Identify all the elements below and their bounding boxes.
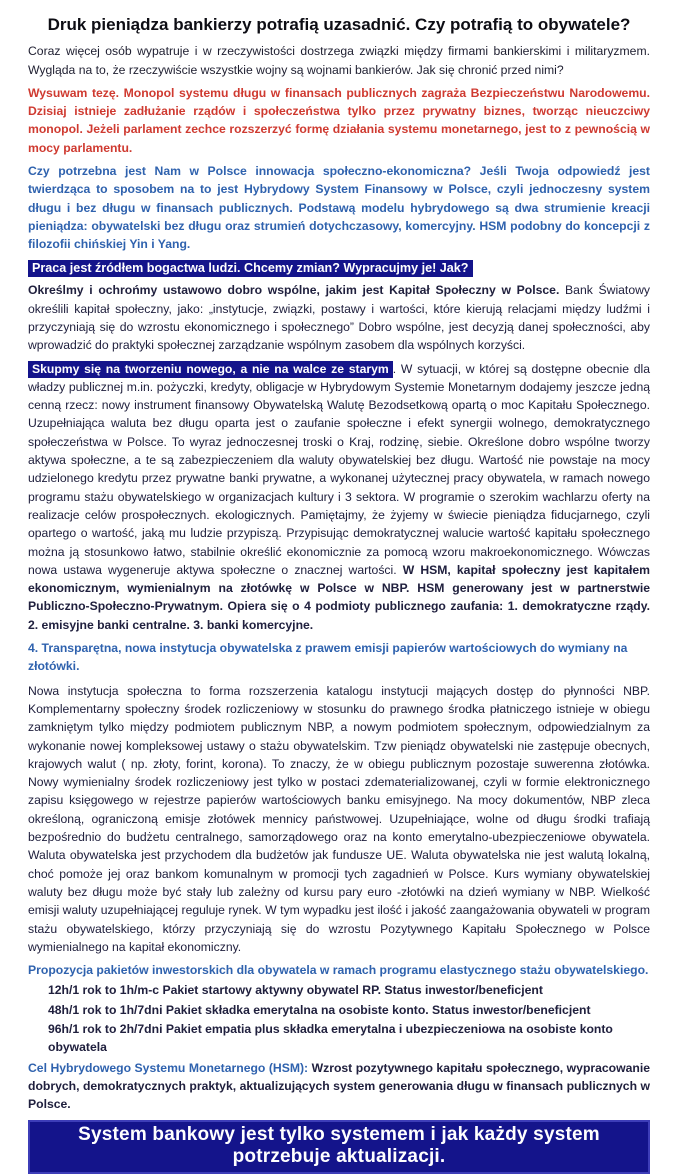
paragraph-hybrid-system xyxy=(28,162,650,253)
paragraph-goal xyxy=(28,1059,650,1114)
banner-footer: System bankowy jest tylko systemem i jak każdy system potrzebuje aktualizacji. xyxy=(28,1120,650,1174)
paragraph-intro: Coraz więcej osób wypatruje i w rzeczywistości dostrzega związki między firmami bankierskimi i militaryzmem. Wygląda na to, że rzeczywiście wszystkie wojny są wojnami bankierów. Jak się chronić przed nimi? xyxy=(28,44,650,77)
package-line: 12h/1 rok to 1h/m-c Pakiet startowy aktywny obywatel RP. Status inwestor/beneficjent xyxy=(48,983,543,998)
hybrid-text-segment: Czy potrzebna jest Nam w Polsce innowacja społeczno-ekonomiczna? Jeśli Twoja odpowiedź jest twierdząca to sposobem na to jest xyxy=(28,164,650,197)
common-good-lead: Określmy i ochrońmy ustawowo dobro wspólne, jakim jest Kapitał Społeczny w Polsce. xyxy=(28,283,560,298)
heading-packages: Propozycja pakietów inwestorskich dla obywatela w ramach programu elastycznego stażu obywatelskiego. xyxy=(28,963,649,978)
line-point-4: 4. Transparętna, nowa instytucja obywatelska z prawem emisji papierów wartościowych do wymiany na złotówki. xyxy=(28,641,628,674)
paragraph-new-institution: Nowa instytucja społeczna to forma rozszerzenia katalogu instytucji mających dostęp do płynności NBP. Komplementarny społeczny środek rozliczeniowy w stosunku do prawnego środka płatniczego istnieje w obiegu zamkniętym tylko między podmiotem publicznym NBP, a nowym podmiotem społecznym, odpowiedzialnym za wykonanie nowej kompleksowej ustawy o stażu obywatelskim. Tzw pieniądz obywatelski nie zastępuje obecnych, krajowych walut ( np. złoty, forint, korona). To znaczy, że w obiegu publicznym pozostaje suwerenna złotówka. Nowy wymienialny środek rozliczeniowy jest tylko w postaci zdematerializowanej, czyli w formie elektronicznego zapisu księgowego w rejestrze papierów wartościowych banku emisyjnego. Na mocy dokumentów, NBP zleca określoną, ograniczoną emisje złotówek mennicy państwowej. Uzupełniające, wolne od długu środki trafiają bezpośrednio do budżetu centralnego, samorządowego oraz na konto emerytalno-ubezpieczeniowe obywatela. Waluta obywatelska jest przychodem dla budżetów jak fundusze UE. Waluta obywatelska nie jest walutą lokalną, choć pomoże jej oraz bankom komunalnym w promocji tych zagadnień w Polsce. Kurs wymiany obywatelskiej waluty bez długu może być stały lub zależny od kursu pary euro -złotówki na dzień wymiany w NBP. Wielkość emisji waluty uzupełniającej reguluje rynek. W tym wypadku jest ilość i jakość zaangażowania obywateli w program stażu obywatelskiego, którzy przyczyniają się do wzrostu Pozytywnego Kapitału Społecznego w Polsce wymienialnego na kapitał ekonomiczny. xyxy=(28,683,650,954)
paragraph-common-good xyxy=(28,281,650,354)
hybrid-text-segment: HSM podobny do koncepcji z filozofii chińskiej Yin i Yang. xyxy=(28,218,650,252)
package-line: 48h/1 rok to 1h/7dni Pakiet składka emerytalna na osobiste konto. Status inwestor/beneficjent xyxy=(48,1002,591,1017)
goal-lead: Cel Hybrydowego Systemu Monetarnego (HSM): xyxy=(28,1060,309,1075)
heading-work-highlight xyxy=(28,259,650,278)
package-line: 96h/1 rok to 2h/7dni Pakiet empatia plus składka emerytalna i ubezpieczeniowa na osobiste konto obywatela xyxy=(48,1021,613,1055)
hybrid-bold-segment: Hybrydowy System Finansowy w Polsce, czyli jednoczesny system długu i bez długu w finansach publicznych. xyxy=(28,182,650,215)
focus-bold-tail: W HSM, kapitał społeczny jest kapitałem ekonomicznym, wymienialnym na złotówkę w Polsce w NBP. HSM generowany jest w partnerstwie Publiczno-Społeczno-Prywatnym. Opiera się o 4 podmioty publicznego zaufania: 1. demokratyczne rządy. 2. emisyjne banki centralne. 3. banki komercyjne. xyxy=(28,562,650,632)
common-good-rest: Bank Światowy określili kapitał społeczny, jako: „instytucje, związki, postawy i wartości, które kierują relacjami między ludźmi i przyczyniają się do wzrostu ekonomicznego i społecznego” Dobro wspólne, jest decyzją danej społeczności, aby wprowadzić do praktyki społecznej zarządzanie wspólnym zasobem dla wspólnych korzyści. xyxy=(28,283,650,353)
focus-body-text: . W sytuacji, w której są dostępne obecnie dla władzy publicznej m.in. pożyczki, kredyty, obligacje w Hybrydowym Systemie Monetarnym dodajemy jeszcze jedną cenną rzecz: nowy instrument finansowy Obywatelską Walutę Bezodsetkową opartą o moc Kapitału Społecznego. Uzupełniająca waluta bez długu oparta jest o zaufanie społeczne i efekt synergii wolnego, demokratycznego społeczeństwa w Polsce. To wyraz jednoczesnej troski o Kraj, rodzinę, siebie. Określone dobro wspólne tworzy aktywa społeczne, a te są zabezpieczeniem dla waluty obywatelskiej bez długu. Wartość nie powstaje na mocy udzielonego kredytu przez prywatne banki prywatne, a wykonanej użytecznej pracy obywatela, w ramach nowego programu stażu obywatelskiego w organizacjach kultury i 3 sektora. W programie o szerokim wachlarzu oferty na realizacje celów prospołecznych. ekologicznych. Pamiętajmy, że żyjemy w świecie pieniądza fiducjarnego, czyli opartego o wartość, jaką mu ludzie przypiszą. Przypisując demokratycznej walucie wartość kapitału społecznego można ją stosunkowo łatwo, stabilnie określić ekonomicznie za pomocą wzoru makroekonomicznego. Wówczas nowa ustawa wygeneruje aktywa społeczne o znacznej wartości. xyxy=(28,361,650,577)
paragraph-new-instrument xyxy=(28,360,650,634)
hybrid-text-segment: Podstawą modelu hybrydowego są xyxy=(292,200,515,215)
goal-rest: Wzrost pozytywnego kapitału społecznego, wypracowanie dobrych, demokratycznych praktyk, aktualizujących system generowania długu w finansach publicznych w Polsce. xyxy=(28,1060,650,1112)
package-list xyxy=(28,981,650,1056)
work-highlight-text: Praca jest źródłem bogactwa ludzi. Chcemy zmian? Wypracujmy je! Jak? xyxy=(28,260,473,277)
focus-highlight-text: Skupmy się na tworzeniu nowego, a nie na walce ze starym xyxy=(28,361,393,378)
hybrid-bold-segment: dwa strumienie kreacji pieniądza: obywatelski bez długu oraz strumień dotychczasowy, komercyjny. xyxy=(28,200,651,233)
paragraph-thesis: Wysuwam tezę. Monopol systemu długu w finansach publicznych zagraża Bezpieczeństwu Narodowemu. Dzisiaj istnieje zadłużanie rządów i społeczeństwa tylko przez prywatny biznes, tworząc nieuczciwy monopol. Jeżeli parlament zechce rozszerzyć formę działania systemu monetarnego, jest to z pewnością w mocy parlamentu. xyxy=(28,85,650,155)
document-title: Druk pieniądza bankierzy potrafią uzasadnić. Czy potrafią to obywatele? xyxy=(47,15,631,34)
